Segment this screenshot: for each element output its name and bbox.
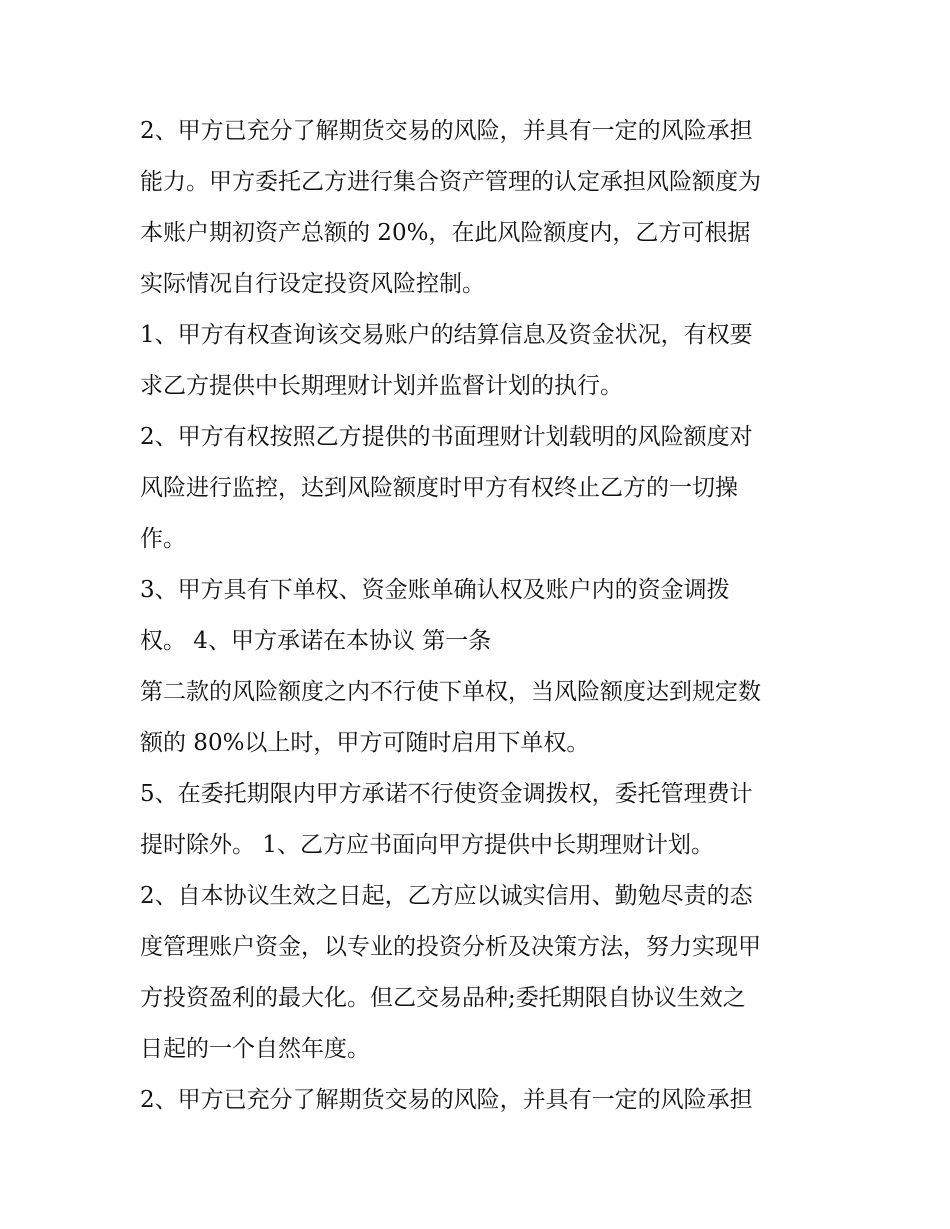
- text-line: 第二款的风险额度之内不行使下单权，当风险额度达到规定数: [140, 679, 761, 705]
- document-body: [140, 106, 830, 1126]
- text-line: 2、甲方已充分了解期货交易的风险，并具有一定的风险承担: [140, 118, 753, 144]
- text-line: 日起的一个自然年度。: [140, 1036, 370, 1062]
- text-line: 实际情况自行设定投资风险控制。: [140, 271, 485, 297]
- text-line: 能力。甲方委托乙方进行集合资产管理的认定承担风险额度为: [140, 169, 761, 195]
- text-line: 方投资盈利的最大化。但乙交易品种;委托期限自协议生效之: [140, 985, 746, 1011]
- text-line: 3、甲方具有下单权、资金账单确认权及账户内的资金调拨: [140, 577, 730, 603]
- text-line: 额的 80%以上时，甲方可随时启用下单权。: [140, 730, 590, 756]
- text-line: 作。: [140, 526, 186, 552]
- text-line: 提时除外。 1、乙方应书面向甲方提供中长期理财计划。: [140, 832, 714, 858]
- text-line: 风险进行监控，达到风险额度时甲方有权终止乙方的一切操: [140, 475, 738, 501]
- text-line: 度管理账户资金，以专业的投资分析及决策方法，努力实现甲: [140, 934, 761, 960]
- text-line: 本账户期初资产总额的 20%，在此风险额度内，乙方可根据: [140, 220, 751, 246]
- text-line: 权。 4、甲方承诺在本协议 第一条: [140, 628, 492, 654]
- text-line: 2、甲方有权按照乙方提供的书面理财计划载明的风险额度对: [140, 424, 753, 450]
- text-line: 2、自本协议生效之日起，乙方应以诚实信用、勤勉尽责的态: [140, 883, 753, 909]
- text-line: 2、甲方已充分了解期货交易的风险，并具有一定的风险承担: [140, 1087, 753, 1113]
- text-line: 求乙方提供中长期理财计划并监督计划的执行。: [140, 373, 623, 399]
- text-line: 5、在委托期限内甲方承诺不行使资金调拨权，委托管理费计: [140, 781, 753, 807]
- text-line: 1、甲方有权查询该交易账户的结算信息及资金状况，有权要: [140, 322, 753, 348]
